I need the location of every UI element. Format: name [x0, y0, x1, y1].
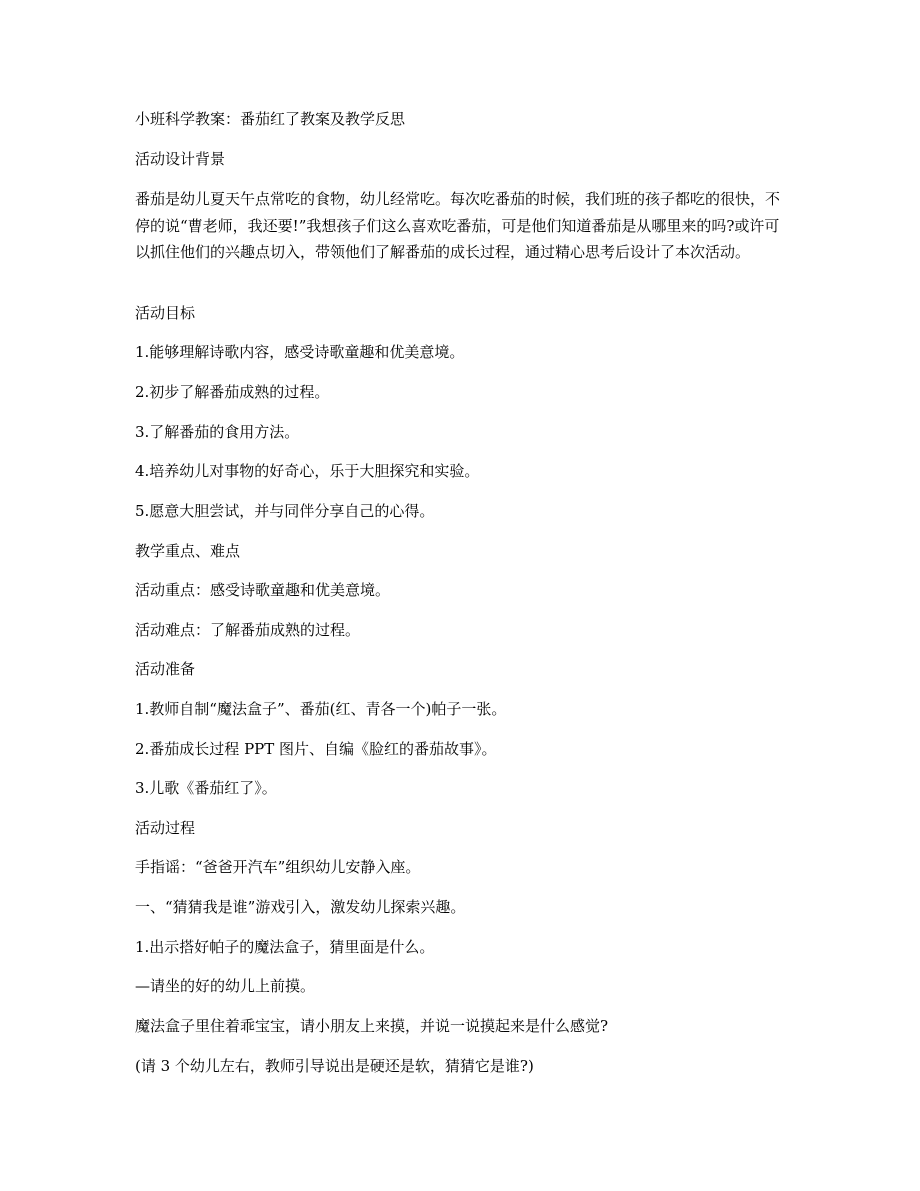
process-item-2: 一、“猜猜我是谁”游戏引入，激发幼儿探索兴趣。: [135, 898, 466, 916]
background-paragraph: 番茄是幼儿夏天午点常吃的食物，幼儿经常吃。每次吃番茄的时候，我们班的孩子都吃的很快，不停的说“曹老师，我还要!”我想孩子们这么喜欢吃番茄，可是他们知道番茄是从哪里来的吗?或许可以抓住他们的兴趣点切入，带领他们了解番茄的成长过程，通过精心思考后设计了本次活动。: [135, 190, 781, 261]
goal-item-3: 3.了解番茄的食用方法。: [135, 423, 300, 441]
heading-process: 活动过程: [135, 819, 196, 837]
heading-preparation: 活动准备: [135, 660, 196, 678]
goal-item-5: 5.愿意大胆尝试，并与同伴分享自己的心得。: [135, 502, 435, 520]
preparation-item-2: 2.番茄成长过程 PPT 图片、自编《脸红的番茄故事》。: [135, 740, 497, 758]
document-title: 小班科学教案：番茄红了教案及教学反思: [135, 110, 406, 128]
process-item-5: 魔法盒子里住着乖宝宝，请小朋友上来摸，并说一说摸起来是什么感觉?: [135, 1017, 609, 1035]
process-item-3: 1.出示搭好帕子的魔法盒子，猜里面是什么。: [135, 938, 435, 956]
difficult-point: 活动难点：了解番茄成熟的过程。: [135, 621, 361, 639]
process-item-4: —请坐的好的幼儿上前摸。: [135, 977, 316, 995]
process-item-1: 手指谣：“爸爸开汽车”组织幼儿安静入座。: [135, 858, 421, 876]
heading-goals: 活动目标: [135, 304, 196, 322]
goal-item-4: 4.培养幼儿对事物的好奇心，乐于大胆探究和实验。: [135, 462, 480, 480]
process-item-6: (请 3 个幼儿左右，教师引导说出是硬还是软，猜猜它是谁?): [135, 1057, 534, 1075]
preparation-item-3: 3.儿歌《番茄红了》。: [135, 779, 277, 797]
goal-item-1: 1.能够理解诗歌内容，感受诗歌童趣和优美意境。: [135, 343, 465, 361]
preparation-item-1: 1.教师自制“魔法盒子”、番茄(红、青各一个)帕子一张。: [135, 700, 507, 718]
goal-item-2: 2.初步了解番茄成熟的过程。: [135, 383, 330, 401]
heading-key-points: 教学重点、难点: [135, 542, 241, 560]
heading-background: 活动设计背景: [135, 150, 226, 168]
key-point: 活动重点：感受诗歌童趣和优美意境。: [135, 581, 391, 599]
